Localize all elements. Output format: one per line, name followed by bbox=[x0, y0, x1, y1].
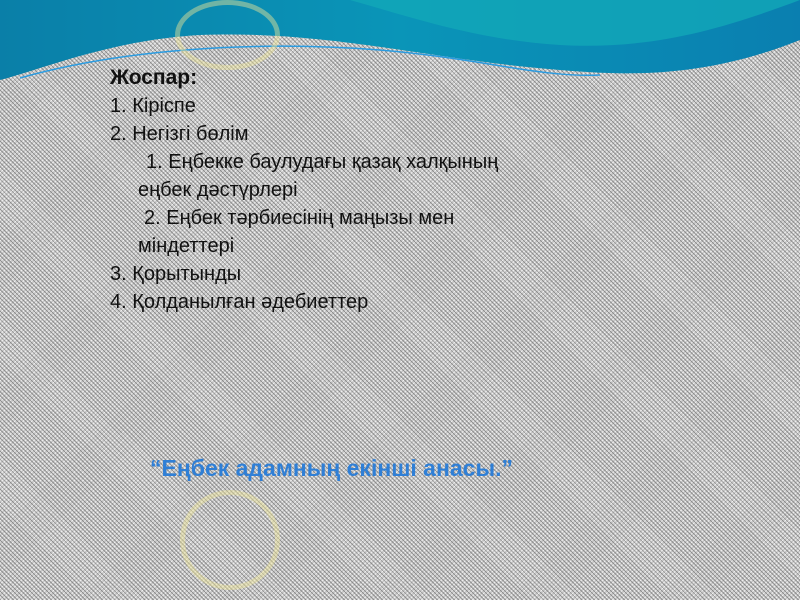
plan-item: 3. Қорытынды bbox=[110, 263, 242, 285]
plan-subitem: 1. Еңбекке баулудағы қазақ халқының bbox=[146, 151, 499, 173]
plan-item: 4. Қолданылған әдебиеттер bbox=[110, 291, 369, 313]
plan-title: Жоспар: bbox=[110, 66, 198, 89]
watermark-circle bbox=[175, 0, 280, 70]
watermark-circle bbox=[180, 490, 280, 590]
plan-content bbox=[110, 64, 498, 316]
plan-subitem-cont: еңбек дәстүрлері bbox=[138, 179, 298, 201]
plan-subitem-cont: міндеттері bbox=[138, 235, 235, 257]
plan-item: 1. Кіріспе bbox=[110, 95, 196, 117]
plan-item: 2. Негізгі бөлім bbox=[110, 123, 249, 145]
quote-text: “Еңбек адамның екінші анасы.” bbox=[150, 455, 513, 481]
plan-subitem: 2. Еңбек тәрбиесінің маңызы мен bbox=[144, 207, 455, 229]
